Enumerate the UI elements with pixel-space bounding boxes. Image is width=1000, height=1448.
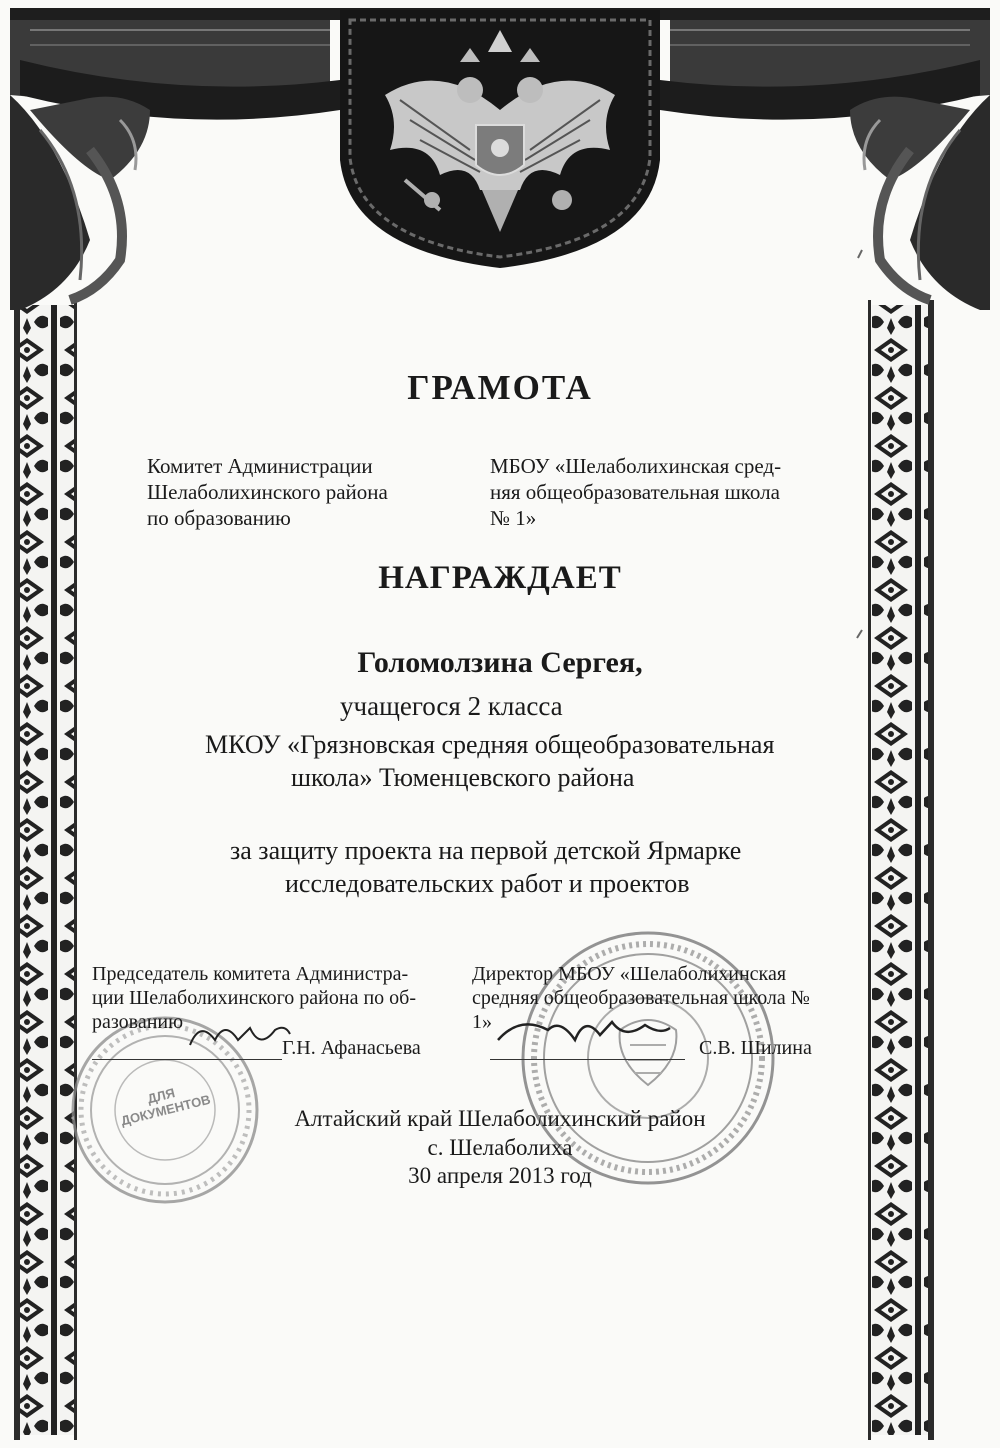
signatory-title-line: разованию (92, 1011, 184, 1033)
recipient-name: Голомолзина Сергея, (357, 646, 643, 679)
signatory-title-line: средняя общеобразовательная школа № (472, 987, 810, 1009)
issuer-left-line: Комитет Администрации (147, 454, 373, 478)
issuer-left (147, 453, 447, 531)
signatory-title-line: ции Шелаболихинского района по об- (92, 987, 417, 1009)
issuer-right-line: МБОУ «Шелаболихинская сред- (490, 454, 782, 478)
right-ribbon-drape (850, 95, 990, 310)
award-reason-line: исследовательских работ и проектов (285, 869, 690, 898)
paper-mark (858, 250, 862, 258)
issuer-left-line: Шелаболихинского района (147, 480, 388, 504)
recipient-school-line: школа» Тюменцевского района (291, 763, 635, 792)
signatory-name: Г.Н. Афанасьева (282, 1037, 421, 1059)
signature-line (490, 1059, 685, 1060)
paper-mark (857, 630, 862, 638)
signatory-title-line: 1» (472, 1011, 492, 1033)
footer-date: 30 апреля 2013 год (408, 1163, 592, 1188)
signature-block-right (472, 962, 832, 1060)
award-reason-line: за защиту проекта на первой детской Ярмарке (230, 836, 742, 865)
signatory-name: С.В. Шилина (699, 1037, 812, 1059)
left-ornament-border (14, 300, 77, 1440)
issuer-left-line: по образованию (147, 506, 291, 530)
recipient-school-line: МКОУ «Грязновская средняя общеобразовательная (205, 730, 775, 759)
footer-village: с. Шелаболиха (427, 1135, 573, 1160)
issuer-right-line: няя общеобразовательная школа (490, 480, 780, 504)
issuer-right (490, 453, 830, 531)
signature-block-left (92, 962, 442, 1060)
recipient-class: учащегося 2 класса (340, 691, 563, 721)
issuer-right-line: № 1» (490, 506, 537, 530)
left-ribbon-drape (10, 95, 150, 310)
signatory-title-line: Председатель комитета Администра- (92, 963, 409, 985)
footer-region: Алтайский край Шелаболихинский район (294, 1106, 706, 1131)
document-title: ГРАМОТА (407, 368, 593, 407)
awards-heading: НАГРАЖДАЕТ (378, 560, 622, 596)
coat-of-arms-emblem (340, 10, 660, 268)
right-ornament-border (868, 300, 934, 1440)
stamp-label-text: ДЛЯ ДОКУМЕНТОВ (119, 1085, 212, 1129)
signatory-title-line: Директор МБОУ «Шелаболихинская (472, 963, 787, 985)
signature-line (92, 1059, 282, 1060)
